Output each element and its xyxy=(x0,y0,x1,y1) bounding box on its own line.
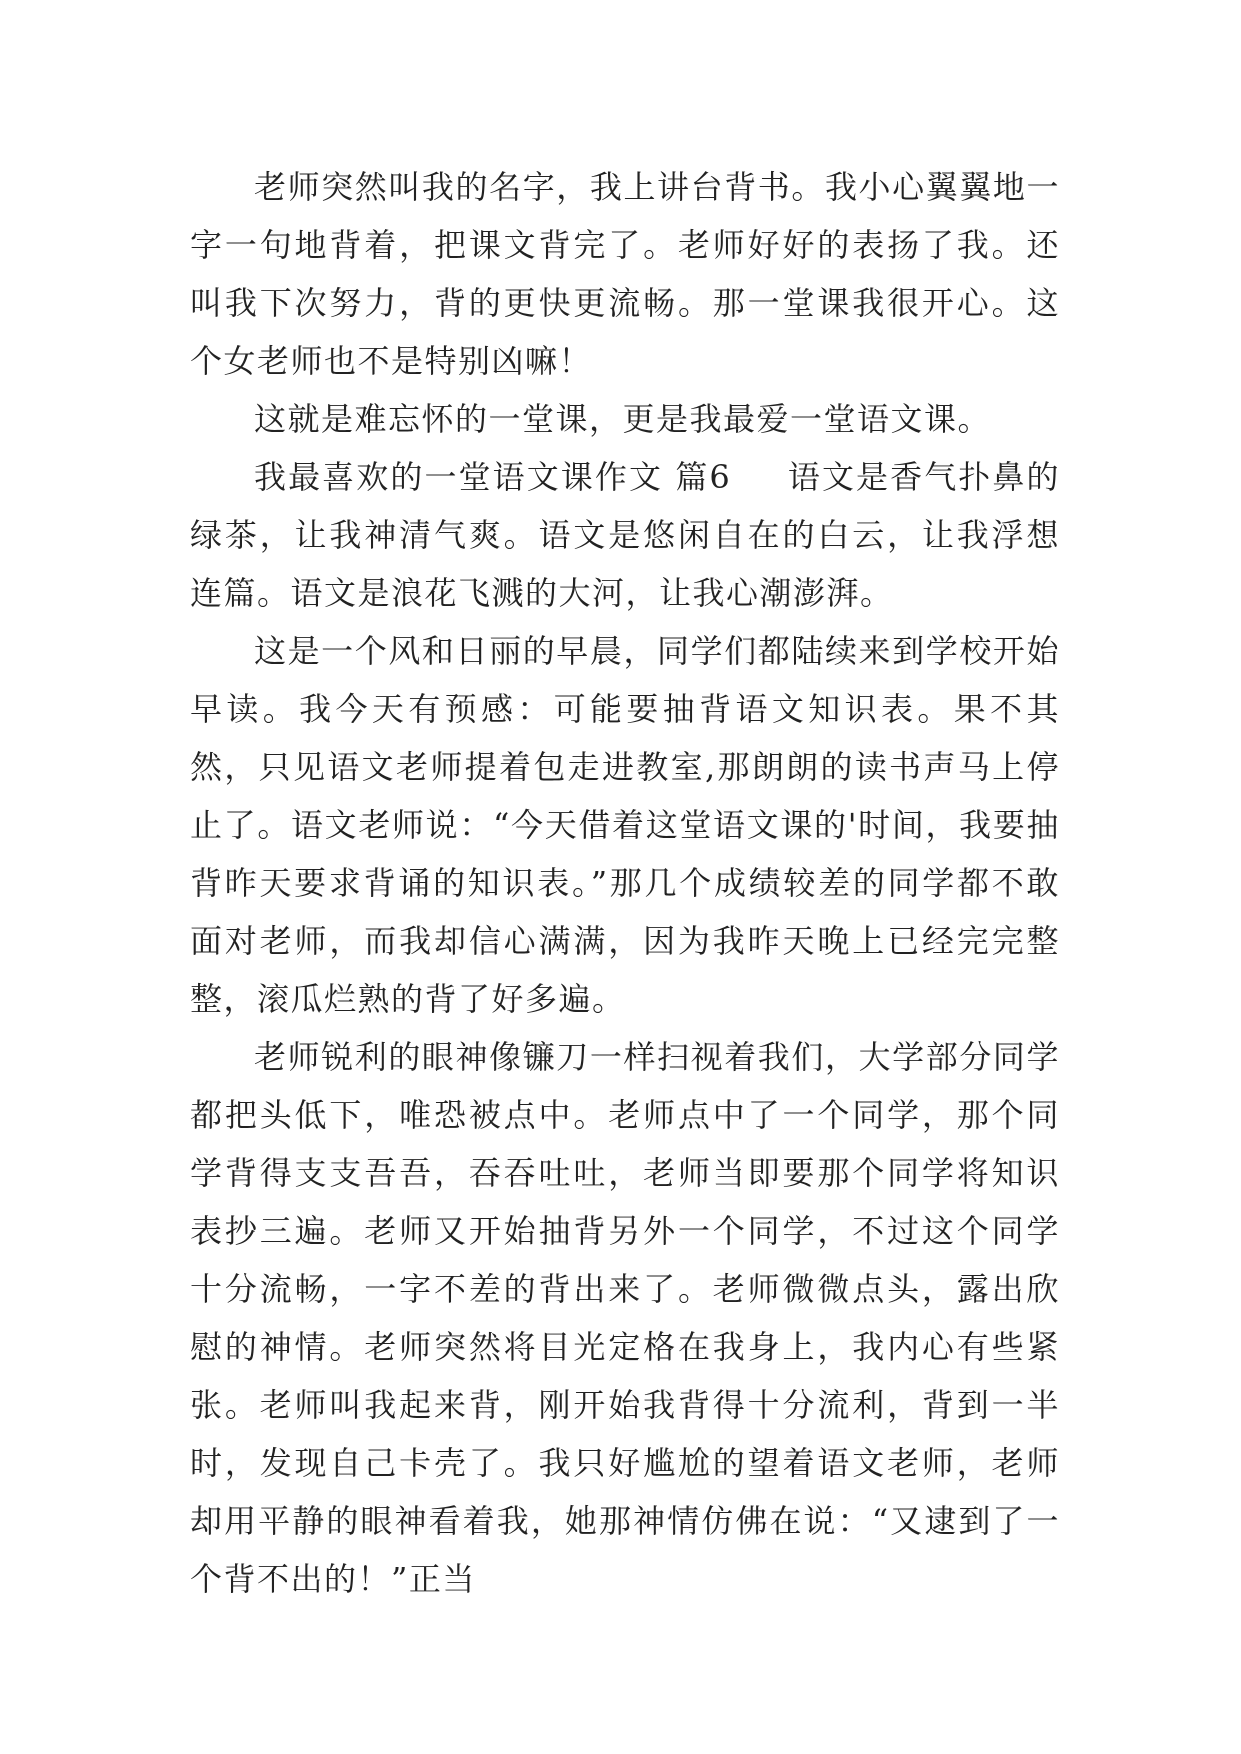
section-first-paragraph: 语文是香气扑鼻的绿茶，让我神清气爽。语文是悠闲自在的白云，让我浮想连篇。语文是浪花飞溅的大河，让我心潮澎湃。 xyxy=(190,458,1060,612)
paragraph-4: 这是一个风和日丽的早晨，同学们都陆续来到学校开始早读。我今天有预感：可能要抽背语文知识表。果不其然，只见语文老师提着包走进教室,那朗朗的读书声马上停止了。语文老师说：“今天借着这堂语文课的'时间，我要抽背昨天要求背诵的知识表。”那几个成绩较差的同学都不敢面对老师，而我却信心满满，因为我昨天晚上已经完完整整，滚瓜烂熟的背了好多遍。 xyxy=(190,632,1060,1018)
essay-body xyxy=(190,158,1060,1608)
section-heading: 我最喜欢的一堂语文课作文 篇6 xyxy=(254,458,732,496)
paragraph-2: 这就是难忘怀的一堂课，更是我最爱一堂语文课。 xyxy=(254,400,992,438)
paragraph-3 xyxy=(190,448,1060,622)
paragraph-1: 老师突然叫我的名字，我上讲台背书。我小心翼翼地一字一句地背着，把课文背完了。老师好好的表扬了我。还叫我下次努力，背的更快更流畅。那一堂课我很开心。这个女老师也不是特别凶嘛！ xyxy=(190,168,1060,380)
paragraph-5: 老师锐利的眼神像镰刀一样扫视着我们，大学部分同学都把头低下，唯恐被点中。老师点中了一个同学，那个同学背得支支吾吾，吞吞吐吐，老师当即要那个同学将知识表抄三遍。老师又开始抽背另外一个同学，不过这个同学十分流畅，一字不差的背出来了。老师微微点头，露出欣慰的神情。老师突然将目光定格在我身上，我内心有些紧张。老师叫我起来背，刚开始我背得十分流利，背到一半时，发现自己卡壳了。我只好尴尬的望着语文老师，老师却用平静的眼神看着我，她那神情仿佛在说：“又逮到了一个背不出的！”正当 xyxy=(190,1038,1060,1598)
